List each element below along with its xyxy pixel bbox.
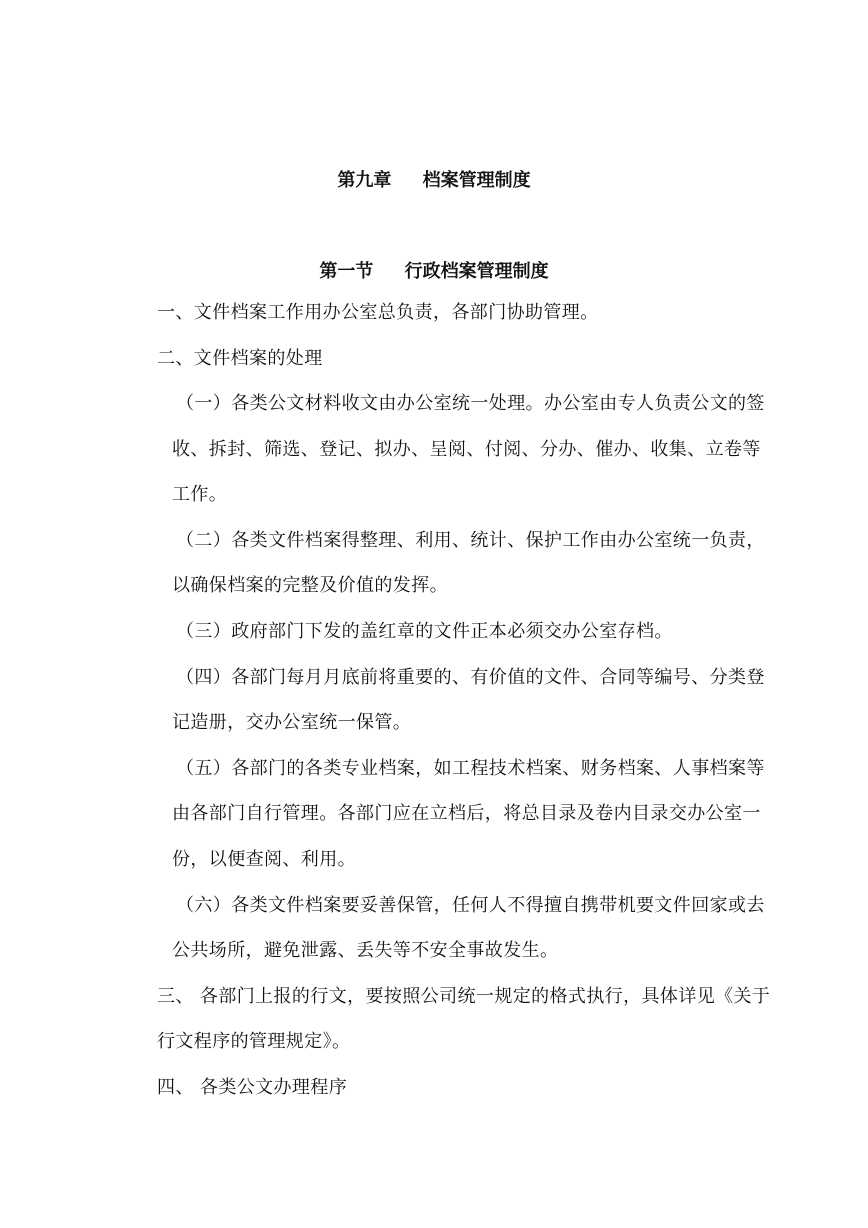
paragraph-line-8: （三）政府部门下发的盖红章的文件正本必须交办公室存档。 [176,621,673,642]
paragraph-line-18: 四、 各类公文办理程序 [157,1077,348,1098]
paragraph-line-12: 由各部门自行管理。各部门应在立档后，将总目录及卷内目录交办公室一 [172,803,761,824]
paragraph-line-3: （一）各类公文材料收文由办公室统一处理。办公室由专人负责公文的签 [176,393,765,414]
paragraph-line-9: （四）各部门每月月底前将重要的、有价值的文件、合同等编号、分类登 [176,667,765,688]
paragraph-line-10: 记造册，交办公室统一保管。 [172,712,412,733]
paragraph-line-17: 行文程序的管理规定》。 [157,1031,351,1052]
paragraph-line-16: 三、 各部门上报的行文，要按照公司统一规定的格式执行，具体详见《关于 [157,986,771,1007]
chapter-title: 第九章 档案管理制度 [337,170,531,191]
paragraph-line-1: 一、文件档案工作用办公室总负责，各部门协助管理。 [157,302,599,323]
paragraph-line-11: （五）各部门的各类专业档案，如工程技术档案、财务档案、人事档案等 [176,758,765,779]
paragraph-line-14: （六）各类文件档案要妥善保管，任何人不得擅自携带机要文件回家或去 [176,895,765,916]
paragraph-line-7: 以确保档案的完整及价值的发挥。 [172,575,448,596]
paragraph-line-5: 工作。 [172,484,228,505]
paragraph-line-6: （二）各类文件档案得整理、利用、统计、保护工作由办公室统一负责， [176,530,765,551]
paragraph-line-15: 公共场所，避免泄露、丢失等不安全事故发生。 [172,940,559,961]
paragraph-line-13: 份，以便查阅、利用。 [172,849,356,870]
paragraph-line-4: 收、拆封、筛选、登记、拟办、呈阅、付阅、分办、催办、收集、立卷等 [172,439,761,460]
section-title: 第一节 行政档案管理制度 [319,261,549,282]
paragraph-line-2: 二、文件档案的处理 [157,348,323,369]
